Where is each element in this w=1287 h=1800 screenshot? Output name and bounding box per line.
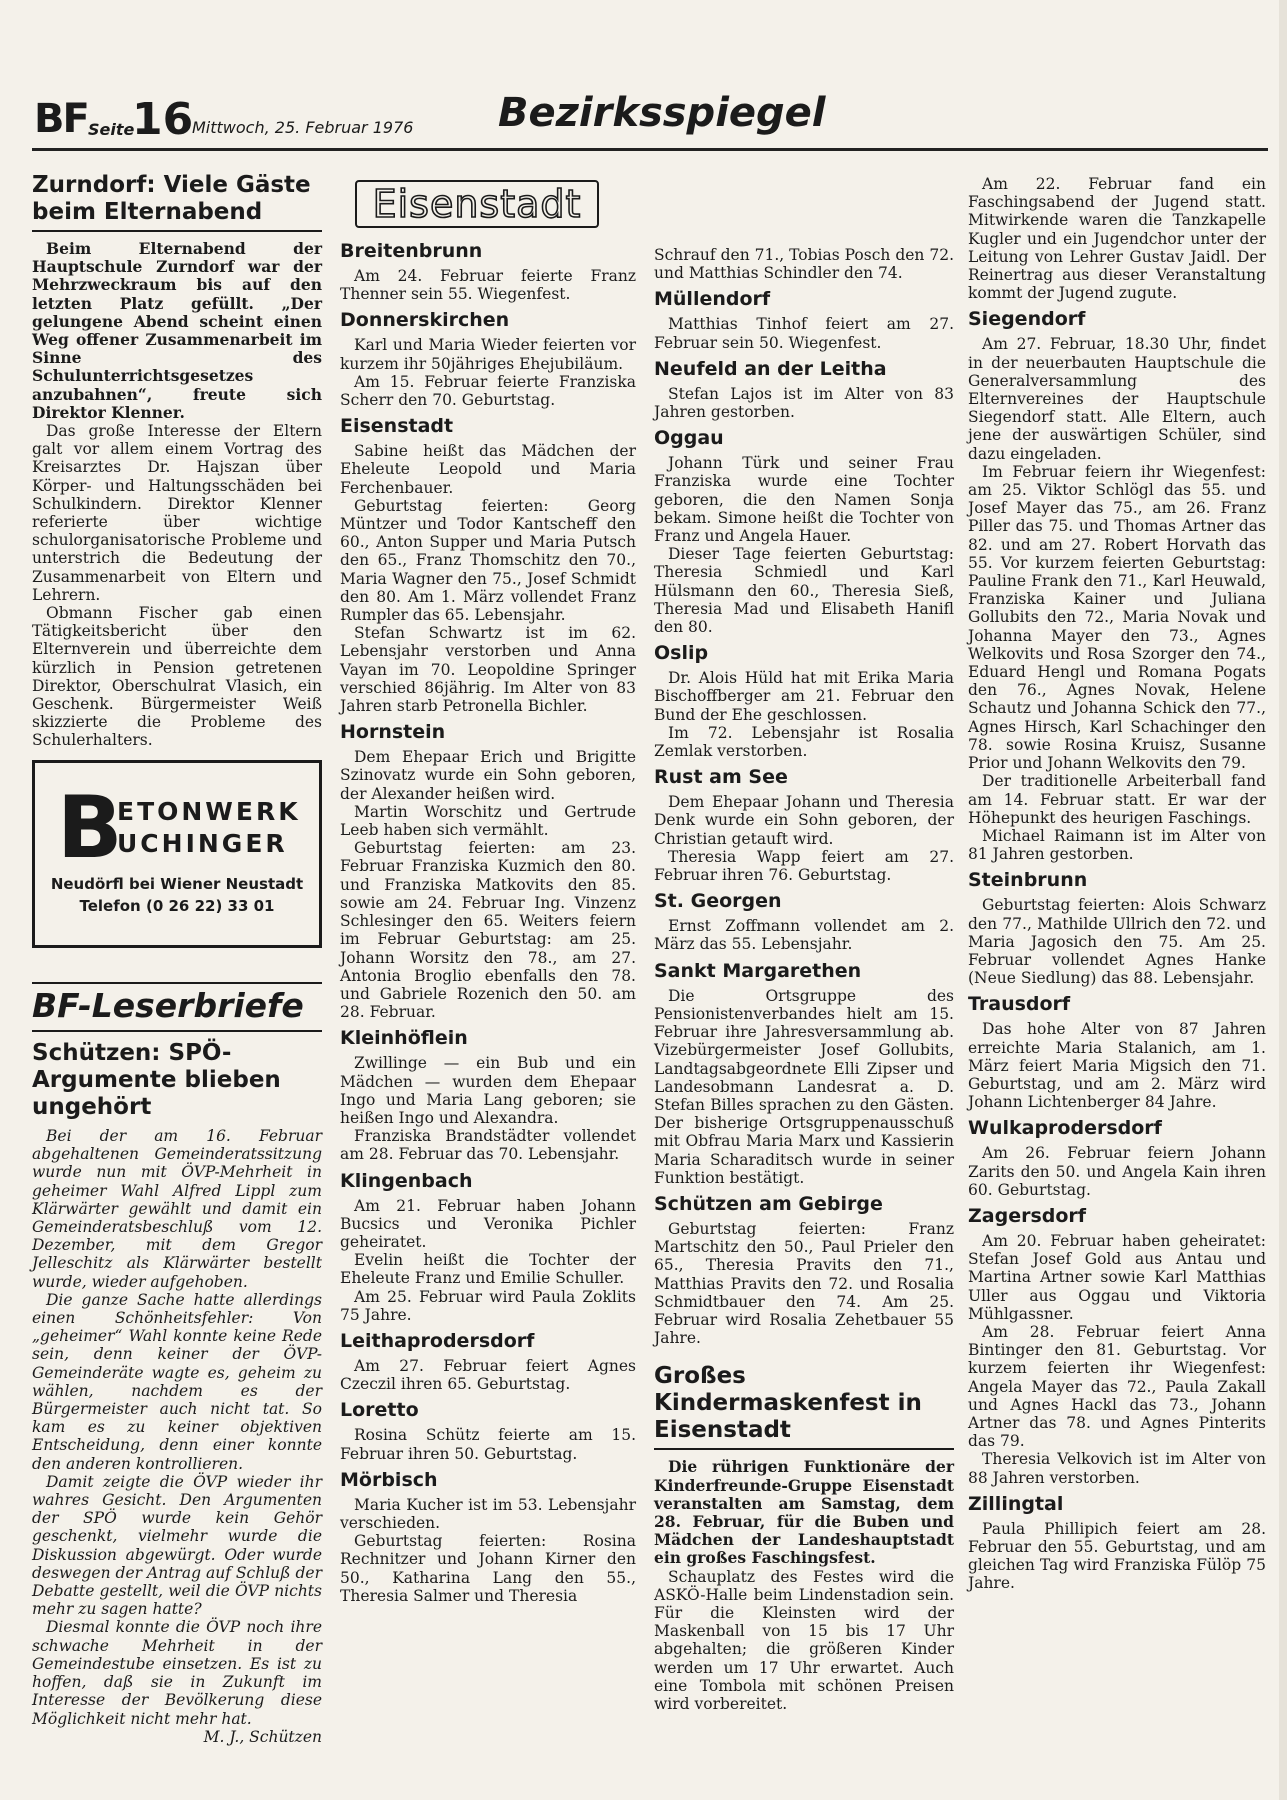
place-heading: Kleinhöflein: [340, 1027, 468, 1050]
paragraph: Dem Ehepaar Johann und Theresia Denk wurde ein Sohn geboren, der Christian getauft wird.: [654, 793, 954, 848]
paragraph: Dem Ehepaar Erich und Brigitte Szinovatz wurde ein Sohn geboren, der Alexander heißen wird.: [340, 748, 636, 803]
place-heading: Trausdorf: [968, 993, 1071, 1016]
paragraph: Im 72. Lebensjahr ist Rosalia Zemlak verstorben.: [654, 723, 954, 761]
section-title: Bezirksspiegel: [498, 90, 826, 136]
place-heading: Mörbisch: [340, 1468, 438, 1491]
leserbriefe-section: [32, 982, 322, 1746]
paragraph: Michael Raimann ist im Alter von 81 Jahren gestorben.: [968, 826, 1266, 864]
place-heading: Eisenstadt: [340, 415, 454, 438]
advertisement-betonwerk: [32, 760, 322, 948]
paragraph: Am 27. Februar feiert Agnes Czeczil ihren 65. Geburtstag.: [340, 1356, 636, 1394]
masthead: [32, 92, 1268, 151]
place-heading: Hornstein: [340, 721, 446, 744]
place-heading: Sankt Margarethen: [654, 959, 862, 982]
paragraph: Evelin heißt die Tochter der Eheleute Franz und Emilie Schuller.: [340, 1251, 636, 1288]
paragraph: Ernst Zoffmann vollendet am 2. März das 55. Lebensjahr.: [654, 917, 954, 954]
ad-address: Neudörfl bei Wiener Neustadt: [50, 875, 304, 893]
ad-line-1: ETONWERK: [117, 797, 301, 826]
column-4: [968, 175, 1266, 1593]
paragraph: Paula Phillipich feiert am 28. Februar den 55. Geburtstag, und am gleichen Tag wird Franziska Fülöp 75 Jahre.: [968, 1519, 1266, 1593]
paragraph: Bei der am 16. Februar abgehaltenen Gemeinderatssitzung wurde nun mit ÖVP-Mehrheit in geheimer Wahl Alfred Lippl zum Klärwärter gewählt und damit ein Gemeinderatsbeschluß vom 12. Dezember, mit dem Gregor Jelleschitz als Klärwärter bestellt wurde, wieder aufgehoben.: [32, 1127, 322, 1291]
column-3: [654, 246, 954, 1713]
paragraph: Dr. Alois Hüld hat mit Erika Maria Bischoffberger am 21. Februar den Bund der Ehe geschlossen.: [654, 669, 954, 724]
paragraph: Maria Kucher ist im 53. Lebensjahr verschieden.: [340, 1495, 636, 1532]
place-heading: Müllendorf: [654, 288, 771, 311]
leserbriefe-title: BF-Leserbriefe: [32, 986, 304, 1025]
paragraph: Schauplatz des Festes wird die ASKÖ-Halle beim Lindenstadion sein. Für die Kleinsten wird der Maskenball von 15 bis 17 Uhr abgehalten; die größeren Kinder werden um 17 Uhr erwartet. Auch eine Tombola mit schönen Preisen wird vorbereitet.: [654, 1567, 954, 1713]
column-2: [340, 234, 636, 1605]
place-heading: Wulkaprodersdorf: [968, 1117, 1162, 1140]
paragraph: Damit zeigte die ÖVP wieder ihr wahres Gesicht. Den Argumenten der SPÖ wurde kein Gehör geschenkt, vielmehr wurde die Diskussion abgewürgt. Oder wurde deswegen der Antrag auf Schluß der Debatte gestellt, weil die ÖVP nichts mehr zu sagen hatte?: [32, 1472, 322, 1619]
headline-kindermaskenfest: Großes Kindermaskenfest in Eisenstadt: [654, 1363, 922, 1444]
place-heading: Oggau: [654, 427, 724, 450]
lead-kindermaskenfest: Die rührigen Funktionäre der Kinderfreunde-Gruppe Eisenstadt veranstalten am Samstag, dem 28. Februar, für die Buben und Mädchen der Landeshauptstadt ein großes Faschingsfest.: [654, 1457, 954, 1568]
lead-zurndorf: Beim Elternabend der Hauptschule Zurndorf war der Mehrzweckraum bis auf den letzten Platz gefüllt. „Der gelungene Abend scheint einen Weg offener Zusammenarbeit im Sinne des Schulunterrichtsgesetzes anzubahnen“, freute sich Direktor Klenner.: [32, 239, 322, 422]
place-heading: Zagersdorf: [968, 1204, 1087, 1227]
place-heading: St. Georgen: [654, 890, 782, 913]
place-heading: Donnerskirchen: [340, 309, 510, 332]
place-heading: Leithaprodersdorf: [340, 1329, 535, 1352]
divider: [32, 1030, 322, 1032]
paragraph: Stefan Schwartz ist im 62. Lebensjahr verstorben und Anna Vayan im 70. Leopoldine Springer verschied 86jährig. Im Alter von 83 Jahren starb Petronella Bichler.: [340, 624, 636, 716]
paragraph: Rosina Schütz feierte am 15. Februar ihren 50. Geburtstag.: [340, 1426, 636, 1463]
paragraph: Der traditionelle Arbeiterball fand am 14. Februar statt. Er war der Höhepunkt des heurigen Faschings.: [968, 772, 1266, 827]
headline-zurndorf: Zurndorf: Viele Gäste beim Elternabend: [32, 172, 311, 225]
paragraph: Theresia Velkovich ist im Alter von 88 Jahren verstorben.: [968, 1450, 1266, 1487]
paragraph: Am 24. Februar feierte Franz Thenner sein 55. Wiegenfest.: [340, 267, 636, 304]
place-heading: Rust am See: [654, 766, 788, 789]
paragraph: Karl und Maria Wieder feierten vor kurzem ihr 50jähriges Ehejubiläum.: [340, 336, 636, 373]
place-heading: Schützen am Gebirge: [654, 1192, 883, 1215]
paragraph: Obmann Fischer gab einen Tätigkeitsbericht über den Elternverein und überreichte dem kürzlich in Pension getretenen Direktor, Oberschulrat Vlasich, ein Geschenk. Bürgermeister Weiß skizzierte die Probleme des Schulerhalters.: [32, 604, 322, 750]
page-label: Seite: [88, 120, 135, 139]
paragraph: Martin Worschitz und Gertrude Leeb haben sich vermählt.: [340, 802, 636, 840]
page-number: 16: [132, 94, 194, 145]
eisenstadt-banner: [355, 180, 599, 228]
paragraph: Matthias Tinhof feiert am 27. Februar sein 50. Wiegenfest.: [654, 315, 954, 352]
paragraph: Schrauf den 71., Tobias Posch den 72. und Matthias Schindler den 74.: [654, 246, 954, 283]
page-edge: [1279, 0, 1287, 1800]
paragraph: Geburtstag feierten: Alois Schwarz den 77., Mathilde Ullrich den 72. und Maria Jagosich den 75. Am 25. Februar vollendet Agnes Hanke (Neue Siedlung) das 88. Lebensjahr.: [968, 896, 1266, 988]
paragraph: Franziska Brandstädter vollendet am 28. Februar das 70. Lebensjahr.: [340, 1127, 636, 1164]
place-heading: Loretto: [340, 1399, 419, 1422]
place-heading: Steinbrunn: [968, 869, 1088, 892]
paragraph: Die Ortsgruppe des Pensionistenverbandes hielt am 15. Februar ihre Jahresversammlung ab. Vizebürgermeister Josef Gollubits, Landtagsabgeordnete Elli Zipser und Landesobmann Landesrat a. D. Stefan Billes sprachen zu den Gästen. Der bisherige Ortsgruppenausschuß mit Obfrau Maria Marx und Kassierin Maria Scharaditsch wurde in seiner Funktion bestätigt.: [654, 986, 954, 1187]
paragraph: Im Februar feiern ihr Wiegenfest: am 25. Viktor Schlögl das 55. und Josef Mayer das 75., am 26. Franz Piller das 75. und Thomas Artner das 82. und am 27. Robert Horvath das 55. Vor kurzem feierten Geburtstag: Pauline Frank den 71., Karl Heuwald, Franziska Kainer und Juliana Gollubits den 72., Maria Novak und Johanna Mayer den 73., Agnes Welkovits und Rosa Szorger den 74., Eduard Hengl und Romana Pogats den 76., Agnes Novak, Helene Schautz und Johanna Schick den 77., Agnes Hirsch, Karl Schachinger den 78. sowie Rosina Kruisz, Susanne Prior und Johann Welkovits den 79.: [968, 462, 1266, 773]
place-heading: Breitenbrunn: [340, 240, 483, 262]
divider: [32, 230, 322, 232]
paragraph: Zwillinge — ein Bub und ein Mädchen — wurden dem Ehepaar Ingo und Maria Lang geboren; sie heißen Ingo und Alexandra.: [340, 1054, 636, 1127]
eisenstadt-title: Eisenstadt: [372, 182, 582, 226]
paragraph: Theresia Wapp feiert am 27. Februar ihren 76. Geburtstag.: [654, 847, 954, 885]
paragraph: Sabine heißt das Mädchen der Eheleute Leopold und Maria Ferchenbauer.: [340, 442, 636, 497]
paragraph: Diesmal konnte die ÖVP noch ihre schwache Mehrheit in der Gemeindestube einsetzen. Es ist zu hoffen, daß sie in Zukunft im Interesse der Bevölkerung diese Möglichkeit nicht mehr hat.: [32, 1618, 322, 1728]
place-heading: Oslip: [654, 642, 709, 665]
ad-phone: Telefon (0 26 22) 33 01: [79, 897, 275, 915]
paragraph: Am 27. Februar, 18.30 Uhr, findet in der neuerbauten Hauptschule die Generalversammlung des Elternvereines der Hauptschule Siegendorf statt. Alle Eltern, auch jene der auswärtigen Schüler, sind dazu eingeladen.: [968, 335, 1266, 463]
paragraph: Am 20. Februar haben geheiratet: Stefan Josef Gold aus Antau und Martina Artner sowie Karl Matthias Uller aus Oggau und Viktoria Mühlgassner.: [968, 1231, 1266, 1323]
paragraph: Am 22. Februar fand ein Faschingsabend der Jugend statt. Mitwirkende waren die Tanzkapelle Kugler und ein Jugendchor unter der Leitung von Lehrer Gustav Jaidl. Der Reinertrag aus dieser Veranstaltung kommt der Jugend zugute.: [968, 175, 1266, 303]
paragraph: Stefan Lajos ist im Alter von 83 Jahren gestorben.: [654, 384, 954, 422]
paragraph: Geburtstag feierten: Georg Müntzer und Todor Kantscheff den 60., Anton Supper und Maria Putsch den 65., Franz Thomschitz den 70., Maria Wagner den 75., Josef Schmidt den 80. Am 1. März vollendet Franz Rumpler das 65. Lebensjahr.: [340, 496, 636, 625]
issue-date: Mittwoch, 25. Februar 1976: [192, 118, 414, 137]
paragraph: Geburtstag feierten: am 23. Februar Franziska Kuzmich den 80. und Franziska Matkovits den 85. sowie am 24. Februar Ing. Vinzenz Schlesinger den 65. Weiters feiern im Februar Geburtstag: am 25. Johann Worsitz den 78., am 27. Antonia Broglio ebenfalls den 78. und Gabriele Rozenich den 50. am 28. Februar.: [340, 839, 636, 1022]
paragraph: Am 28. Februar feiert Anna Bintinger den 81. Geburtstag. Vor kurzem feierten ihr Wiegenfest: Angela Mayer das 72., Paula Zakall und Agnes Hackl das 73., Johann Artner das 78. und Agnes Pinterits das 79.: [968, 1322, 1266, 1451]
place-heading: Neufeld an der Leitha: [654, 357, 887, 380]
paragraph: Am 21. Februar haben Johann Bucsics und Veronika Pichler geheiratet.: [340, 1196, 636, 1251]
paragraph: Am 26. Februar feiern Johann Zarits den 50. und Angela Kain ihren 60. Geburtstag.: [968, 1144, 1266, 1199]
headline-schuetzen: Schützen: SPÖ-Argumente blieben ungehört: [32, 1040, 281, 1120]
paragraph: Am 15. Februar feierte Franziska Scherr den 70. Geburtstag.: [340, 372, 636, 410]
paragraph: Das große Interesse der Eltern galt vor allem einem Vortrag des Kreisarztes Dr. Hajszan über Körper- und Haltungsschäden bei Schulkindern. Direktor Klenner referierte über wichtige schulorganisatorische Probleme und unterstrich die Bedeutung der Zusammenarbeit von Eltern und Lehrern.: [32, 422, 322, 604]
divider: [654, 1448, 954, 1450]
paragraph: Am 25. Februar wird Paula Zoklits 75 Jahre.: [340, 1287, 636, 1324]
article-zurndorf: [32, 172, 322, 750]
place-heading: Zillingtal: [968, 1492, 1064, 1515]
paragraph: Dieser Tage feierten Geburtstag: Theresia Schmiedl und Karl Hülsmann den 60., Theresia Sieß, Theresia Mad und Elisabeth Hanifl den 80.: [654, 545, 954, 637]
place-heading: Klingenbach: [340, 1169, 473, 1192]
paragraph: Johann Türk und seiner Frau Franziska wurde eine Tochter geboren, die den Namen Sonja bekam. Simone heißt die Tochter von Franz und Angela Hauer.: [654, 454, 954, 546]
ad-initial: B: [57, 778, 123, 878]
paragraph: Das hohe Alter von 87 Jahren erreichte Maria Stalanich, am 1. März feiert Maria Migsich den 71. Geburtstag, und am 2. März wird Johann Lichtenberger 84 Jahre.: [968, 1020, 1266, 1112]
paragraph: Die ganze Sache hatte allerdings einen Schönheitsfehler: Von „geheimer“ Wahl konnte keine Rede sein, denn keiner der ÖVP-Gemeinderäte wagte es, geheim zu wählen, nachdem es der Bürgermeister auch nicht tat. So kam es zu keiner objektiven Entscheidung, denn einer konnte den anderen kontrollieren.: [32, 1290, 322, 1473]
letter-signature: M. J., Schützen: [203, 1727, 322, 1746]
ad-line-2: UCHINGER: [117, 829, 288, 858]
paragraph: Geburtstag feierten: Franz Martschitz den 50., Paul Prieler den 65., Theresia Pravits den 71., Matthias Pravits den 72. und Rosalia Schmidtbauer den 74. Am 25. Februar wird Rosalia Zehetbauer 55 Jahre.: [654, 1219, 954, 1348]
paragraph: Geburtstag feierten: Rosina Rechnitzer und Johann Kirner den 50., Katharina Lang den 55., Theresia Salmer und Theresia: [340, 1532, 636, 1605]
place-heading: Siegendorf: [968, 308, 1086, 331]
newspaper-logo: BF: [34, 96, 88, 142]
